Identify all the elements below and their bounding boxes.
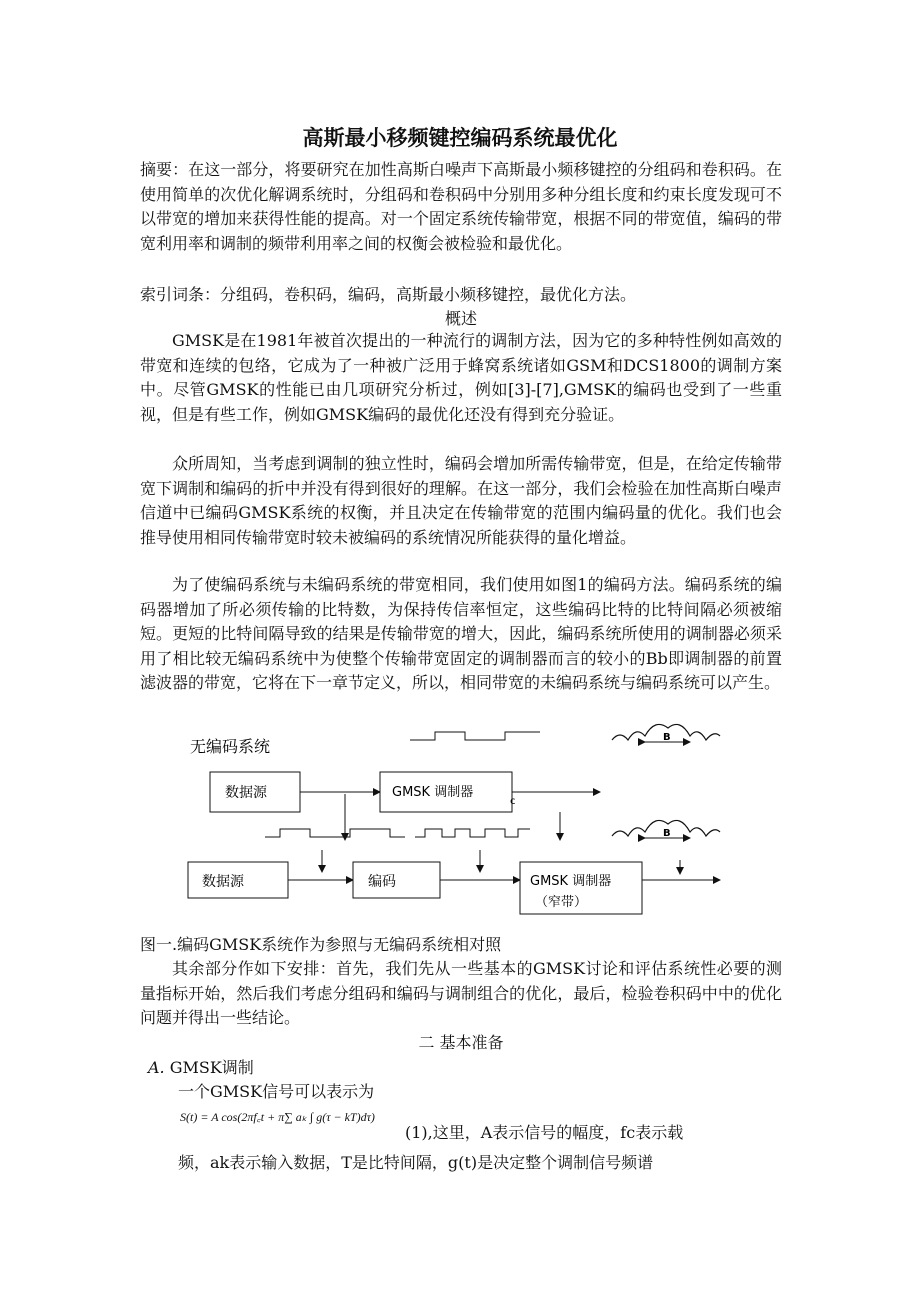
spectrum-mid [612,820,720,839]
paragraph-method: 为了使编码系统与未编码系统的带宽相同，我们使用如图1的编码方法。编码系统的编码器增加了所必须传输的比特数，为保持传信率恒定，这些编码比特的比特间隔必须被缩短。更短的比特间隔导致的结果是传输带宽的增大，因此，编码系统所使用的调制器必须采用了相比较无编码系统中为使整个传输带宽固定的调制器而言的较小的Bb即调制器的前置滤波器的带宽，它将在下一章节定义，所以，相同带宽的未编码系统与编码系统可以产生。 [140,575,782,692]
paragraph-intro: GMSK是在1981年被首次提出的一种流行的调制方法，因为它的多种特性例如高效的带宽和连续的包络，它成为了一种被广泛用于蜂窝系统诸如GSM和DCS1800的调制方案中。尽管GMSK的性能已由几项研究分析过，例如[3]-[7],GMSK的编码也受到了一些重视，但是有些工作，例如GMSK编码的最优化还没有得到充分验证。 [140,331,782,424]
figure-caption: 图一.编码GMSK系统作为参照与无编码系统相对照 [140,935,502,954]
figure-block-diagram [180,722,740,922]
bandwidth-label-mid: B [663,828,671,839]
section-heading-2: 二 基本准备 [418,1033,504,1052]
data-source-label-2: 数据源 [202,874,244,890]
gmsk-modulator-label-1: GMSK 调制器 [392,785,474,800]
paragraph-tradeoff: 众所周知，当考虑到调制的独立性时，编码会增加所需传输带宽，但是，在给定传输带宽下调制和编码的折中并没有得到很好的理解。在这一部分，我们会检验在加性高斯白噪声信道中已编码GMSK系统的权衡，并且决定在传输带宽的范围内编码量的优化。我们也会推导使用相同传输带宽时较未被编码的系统情况所能获得的量化增益。 [140,454,782,547]
paper-title: 高斯最小移频键控编码系统最优化 [302,126,618,150]
gmsk-modulator-label-2: GMSK 调制器 [530,874,612,889]
encoder-label: 编码 [368,874,396,890]
narrowband-label: （窄带） [535,895,588,910]
spectrum-top [612,724,720,743]
pulse-waveform-mid-2 [415,829,530,837]
label-uncoded-system: 无编码系统 [190,737,271,756]
equation-1-explanation: (1),这里，A表示信号的幅度，fc表示载 [405,1123,684,1142]
pulse-waveform-mid-1 [265,829,405,837]
paragraph-signal-params: 频，ak表示输入数据，T是比特间隔，g(t)是决定整个调制信号频谱 [178,1153,654,1172]
equation-1: S(t) = A cos(2πf꜀t + π∑ aₖ ∫ g(τ − kT)dτ) [180,1110,375,1124]
keywords: 索引词条：分组码，卷积码，编码，高斯最小频移键控，最优化方法。 [140,285,637,304]
paragraph-signal-intro: 一个GMSK信号可以表示为 [178,1082,375,1101]
data-source-label-1: 数据源 [225,785,267,801]
subsection-title: GMSK调制 [164,1058,254,1077]
paragraph-outline: 其余部分作如下安排：首先，我们先从一些基本的GMSK讨论和评估系统性必要的测量指标开始，然后我们考虑分组码和编码与调制组合的优化，最后，检验卷积码中中的优化问题并得出一些结论。 [140,959,782,1027]
subsection-a-heading [148,1055,254,1078]
bandwidth-label-top: B [663,732,671,743]
pulse-waveform-top [410,732,540,740]
subsection-letter: A. [148,1058,165,1077]
encoder-box [353,862,440,898]
stray-mark: c [510,796,516,807]
section-heading-overview: 概述 [444,309,477,328]
abstract: 摘要：在这一部分，将要研究在加性高斯白噪声下高斯最小频移键控的分组码和卷积码。在使用简单的次优化解调系统时，分组码和卷积码中分别用多种分组长度和约束长度发现可不以带宽的增加来获得性能的提高。对一个固定系统传输带宽，根据不同的带宽值，编码的带宽利用率和调制的频带利用率之间的权衡会被检验和最优化。 [140,160,782,253]
